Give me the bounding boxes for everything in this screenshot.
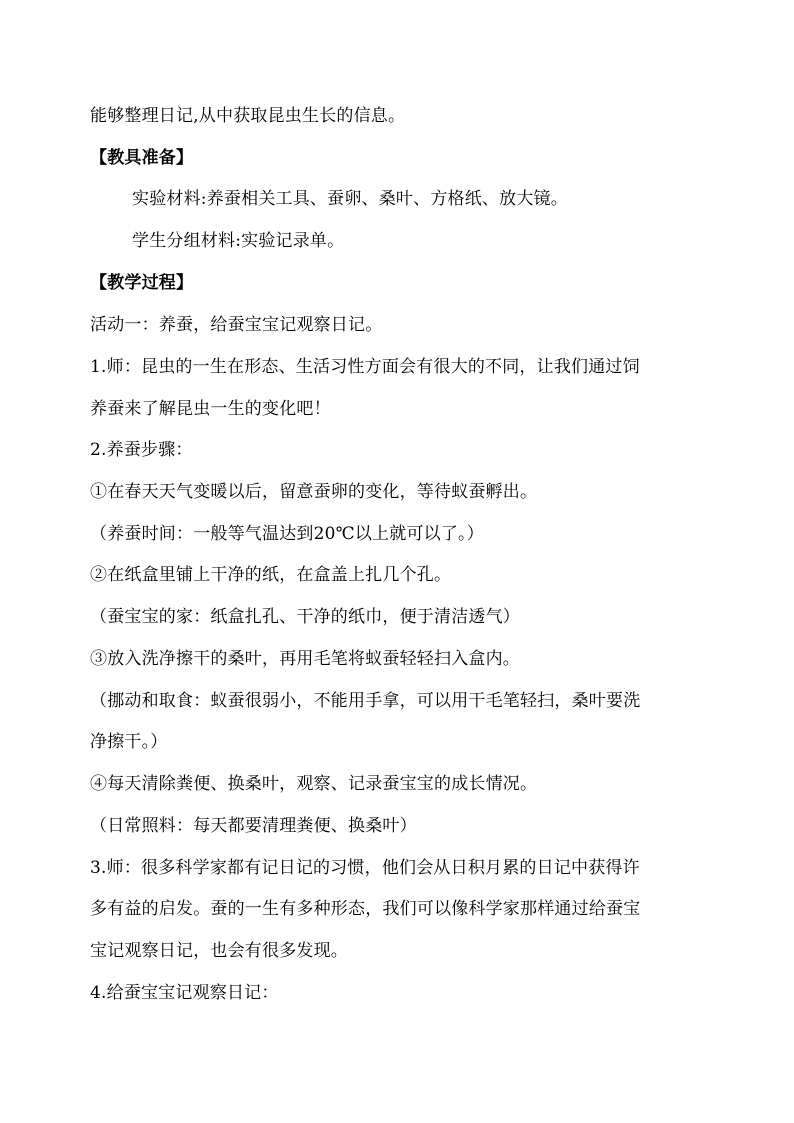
text-line-substep-4: ④每天清除粪便、换桑叶，观察、记录蚕宝宝的成长情况。 xyxy=(90,774,538,794)
text-line-step4-title: 4.给蚕宝宝记观察日记： xyxy=(90,983,279,1003)
text-line-substep-2: ②在纸盒里铺上干净的纸，在盒盖上扎几个孔。 xyxy=(90,565,452,585)
text-line-step3-c: 宝记观察日记，也会有很多发现。 xyxy=(90,941,348,961)
text-line-substep-2-note: （蚕宝宝的家：纸盒扎孔、干净的纸巾，便于清洁透气） xyxy=(90,607,520,627)
text-line-substep-3: ③放入洗净擦干的桑叶，再用毛笔将蚁蚕轻轻扫入盒内。 xyxy=(90,649,520,669)
text-line-step1-b: 养蚕来了解昆虫一生的变化吧！ xyxy=(90,399,331,419)
text-line-step2-title: 2.养蚕步骤： xyxy=(90,440,193,460)
text-line-substep-1: ①在春天天气变暖以后，留意蚕卵的变化，等待蚁蚕孵出。 xyxy=(90,482,538,502)
text-line-experiment-materials: 实验材料:养蚕相关工具、蚕卵、桑叶、方格纸、放大镜。 xyxy=(132,189,568,209)
text-line-step1-a: 1.师：昆虫的一生在形态、生活习性方面会有很大的不同，让我们通过饲 xyxy=(90,357,640,377)
text-line-substep-1-note: （养蚕时间：一般等气温达到20℃以上就可以了。） xyxy=(90,524,484,544)
text-line-substep-4-note: （日常照料：每天都要清理粪便、换桑叶） xyxy=(90,816,417,836)
text-line-group-materials: 学生分组材料:实验记录单。 xyxy=(132,231,345,251)
section-heading-teaching-aids: 【教具准备】 xyxy=(90,148,194,168)
text-line-activity-one: 活动一：养蚕，给蚕宝宝记观察日记。 xyxy=(90,315,383,335)
text-line-substep-3-note-b: 净擦干。） xyxy=(90,732,168,752)
text-line-substep-3-note-a: （挪动和取食：蚁蚕很弱小，不能用手拿，可以用干毛笔轻扫，桑叶要洗 xyxy=(90,691,641,711)
text-line-step3-b: 多有益的启发。蚕的一生有多种形态，我们可以像科学家那样通过给蚕宝 xyxy=(90,899,641,919)
section-heading-teaching-process: 【教学过程】 xyxy=(90,273,194,293)
text-line-step3-a: 3.师：很多科学家都有记日记的习惯，他们会从日积月累的日记中获得许 xyxy=(90,858,640,878)
text-line-objective: 能够整理日记,从中获取昆虫生长的信息。 xyxy=(90,106,406,126)
